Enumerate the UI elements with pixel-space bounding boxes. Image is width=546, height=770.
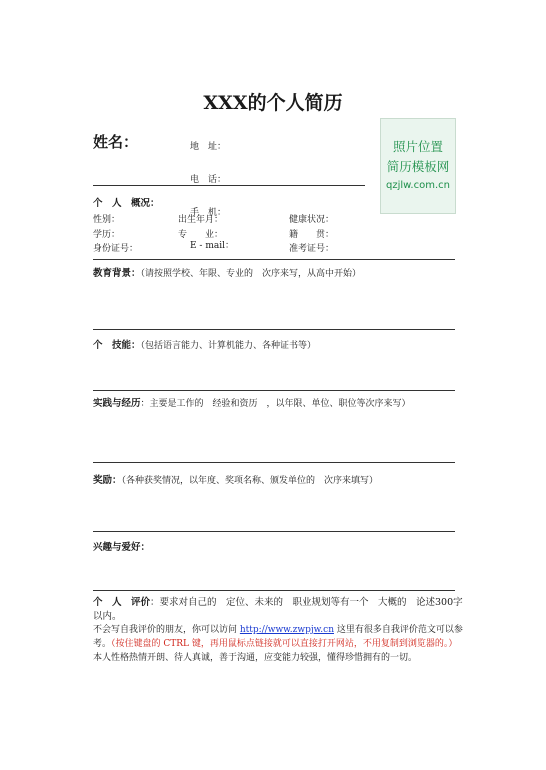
education-hint: （请按照学校、年限、专业的 次序来写，从高中开始） <box>140 269 362 279</box>
divider-line <box>93 259 455 260</box>
overview-heading-text: 个 人 概况： <box>93 198 160 209</box>
reference-link[interactable]: http://www.zwpjw.cn <box>239 625 334 635</box>
native-place-label: 籍 贯： <box>289 230 335 240</box>
birth-label: 出生年月： <box>178 215 224 225</box>
experience-hint: ：主要是工作的 经验和资历 ，以年限、单位、职位等次序来写） <box>140 399 411 409</box>
reference-text: 不会写自我评价的朋友，你可以访问 <box>93 625 240 635</box>
divider-line <box>93 462 455 463</box>
overview-heading <box>93 195 160 209</box>
education-label: 学历： <box>93 230 121 240</box>
experience-heading: 实践与经历 <box>93 398 141 409</box>
mobile-label: 手 机： <box>190 208 227 218</box>
photo-site-url: qzjlw.com.cn <box>386 180 450 191</box>
divider-line <box>93 329 455 330</box>
education-section <box>93 265 361 279</box>
photo-placeholder-text: 照片位置 <box>392 139 443 154</box>
photo-placeholder <box>380 118 456 214</box>
major-label: 专 业： <box>178 230 224 240</box>
divider-line <box>93 531 455 532</box>
divider-line <box>93 185 365 186</box>
ctrl-click-note: （按住键盘的 CTRL 键，再用鼠标点链接就可以直接打开网站，不用复制到浏览器的。） <box>111 639 458 649</box>
photo-site-name: 简历模板网 <box>386 159 450 174</box>
divider-line <box>93 390 455 391</box>
awards-hint: （各种获奖情况，以年度、奖项名称、颁发单位的 次序来填写） <box>121 476 379 486</box>
experience-section <box>93 395 411 409</box>
skills-heading: 个 技能： <box>93 340 141 351</box>
self-evaluation-sample: 本人性格热情开朗、待人真诚，善于沟通，应变能力较强，懂得珍惜拥有的一切。 <box>93 653 418 663</box>
education-heading: 教育背景： <box>93 268 141 279</box>
name-label: 姓名： <box>93 133 139 151</box>
awards-section <box>93 472 378 486</box>
divider-line <box>93 590 455 591</box>
gender-label: 性别： <box>93 215 121 225</box>
self-evaluation-section <box>93 596 463 624</box>
skills-hint: （包括语言能力、计算机能力、各种证书等） <box>140 341 317 351</box>
page-title: XXX的个人简历 <box>203 92 343 114</box>
address-label: 地 址： <box>190 142 227 152</box>
self-evaluation-note <box>93 623 463 665</box>
phone-label: 电 话： <box>190 175 227 185</box>
self-evaluation-hint: ：要求对自己的 定位、未来的 职业规划等有一个 大概的 论述300字以内。 <box>93 597 463 622</box>
self-evaluation-heading: 个 人 评价 <box>93 597 151 608</box>
skills-section <box>93 337 316 351</box>
email-label: E - mail： <box>190 241 234 251</box>
id-number-label: 身份证号： <box>93 244 139 254</box>
health-label: 健康状况： <box>289 215 335 225</box>
reference-text-continued: 这里有很多自我评价范文可以参考。 <box>93 625 463 649</box>
awards-heading: 奖励： <box>93 475 122 486</box>
admission-number-label: 准考证号： <box>289 244 335 254</box>
contact-info <box>190 120 234 263</box>
hobbies-section <box>93 539 150 553</box>
hobbies-heading: 兴趣与爱好： <box>93 542 151 553</box>
